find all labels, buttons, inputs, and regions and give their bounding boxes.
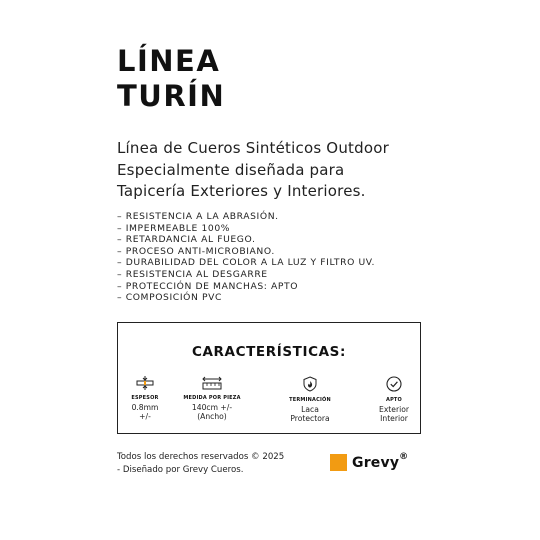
designer-credit: - Diseñado por Grevy Cueros.	[117, 464, 244, 475]
spec-value-line: +/-	[139, 411, 151, 421]
check-circle-icon	[359, 376, 429, 392]
spec-suitable	[359, 376, 429, 423]
product-title	[117, 44, 225, 114]
spec-value-line: Exterior	[379, 405, 409, 414]
feature-item: – PROCESO ANTI-MICROBIANO.	[117, 245, 275, 257]
spec-value	[177, 404, 247, 421]
characteristics-title: CARACTERÍSTICAS:	[192, 344, 346, 360]
feature-item: – RESISTENCIA AL DESGARRE	[117, 268, 268, 280]
spec-label: MEDIDA POR PIEZA	[183, 395, 241, 401]
characteristics-card	[117, 322, 421, 434]
feature-item: – PROTECCIÓN DE MANCHAS: APTO	[117, 280, 299, 292]
spec-value-line: Protectora	[290, 413, 330, 423]
spec-finish	[275, 376, 345, 423]
logo-wordmark: Grevy	[352, 454, 400, 471]
spec-measure	[177, 376, 247, 421]
description-line-3: Tapicería Exteriores y Interiores.	[117, 182, 366, 200]
spec-label: ESPESOR	[131, 395, 159, 401]
registered-mark: ®	[399, 451, 409, 462]
spec-value-line: Laca	[301, 405, 319, 414]
copyright-text: Todos los derechos reservados © 2025	[117, 452, 285, 462]
ruler-icon	[177, 376, 247, 390]
grevy-logo	[330, 451, 409, 471]
spec-value	[275, 406, 345, 423]
description-line-2: Especialmente diseñada para	[117, 160, 345, 179]
description-line-1: Línea de Cueros Sintéticos Outdoor	[117, 139, 389, 157]
spec-value	[110, 404, 180, 421]
spec-value-line: Interior	[380, 413, 408, 423]
title-line-2: TURÍN	[117, 79, 226, 113]
logo-square-icon	[330, 454, 347, 471]
product-description	[117, 138, 447, 203]
spec-value-line: 0.8mm	[131, 403, 159, 412]
feature-item: – RETARDANCIA AL FUEGO.	[117, 234, 256, 246]
feature-item: – DURABILIDAD DEL COLOR A LA LUZ Y FILTRO UV.	[117, 257, 375, 269]
title-line-1: LÍNEA	[117, 44, 221, 78]
feature-item: – COMPOSICIÓN PVC	[117, 292, 222, 304]
spec-label: APTO	[386, 397, 402, 403]
spec-value-line: 140cm +/-	[191, 403, 233, 412]
spec-label: TERMINACIÓN	[289, 397, 331, 403]
feature-item: – IMPERMEABLE 100%	[117, 222, 231, 234]
feature-list	[117, 211, 375, 304]
spec-value-line: (Ancho)	[197, 411, 227, 421]
feature-item: – RESISTENCIA A LA ABRASIÓN.	[117, 211, 279, 222]
spec-value	[359, 406, 429, 423]
shield-flame-icon	[275, 376, 345, 392]
copyright-footer	[117, 451, 284, 476]
spec-thickness	[110, 376, 180, 421]
thickness-icon	[110, 376, 180, 390]
logo-text	[352, 451, 409, 471]
